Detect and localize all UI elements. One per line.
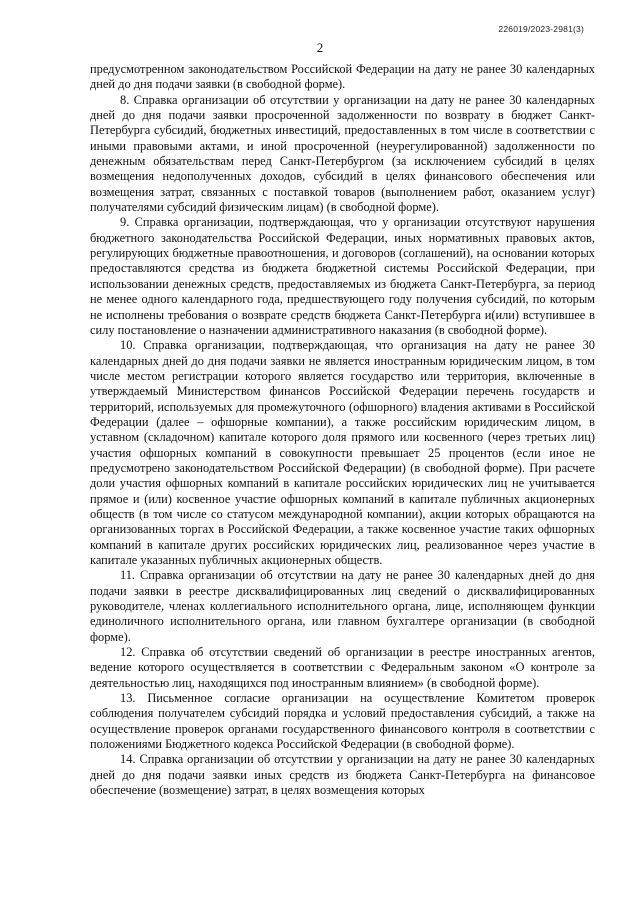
paragraph-continuation: предусмотренном законодательством Российской Федерации на дату не ранее 30 календарных дней до дня подачи заявки (в свободной форме).	[90, 62, 595, 92]
paragraph-item-13: 13. Письменное согласие организации на осуществление Комитетом проверок соблюдения получателем субсидий порядка и условий предоставления субсидий, а также на осуществление проверок органами государственного финансового контроля в соответствии с положениями Бюджетного кодекса Российской Федерации (в свободной форме).	[90, 691, 595, 752]
page-number: 2	[316, 40, 324, 55]
document-body	[90, 62, 595, 799]
paragraph-item-9: 9. Справка организации, подтверждающая, что у организации отсутствуют нарушения бюджетного законодательства Российской Федерации, иных нормативных правовых актов, регулирующих бюджетные правоотношения, и договоров (соглашений), на основании которых предоставляются средства из бюджета бюджетной системы Российской Федерации, при использовании денежных средств, предоставляемых из бюджета Санкт-Петербурга, за период не менее одного календарного года, предшествующего году получения субсидий, по которым не исполнены требования о возврате средств бюджета Санкт-Петербурга и(или) вступившее в силу постановление о назначении административного наказания (в свободной форме).	[90, 215, 595, 337]
paragraph-item-12: 12. Справка об отсутствии сведений об организации в реестре иностранных агентов, ведение которого осуществляется в соответствии с Федеральным законом «О контроле за деятельностью лиц, находящихся под иностранным влиянием» (в свободной форме).	[90, 645, 595, 690]
paragraph-item-10: 10. Справка организации, подтверждающая, что организация на дату не ранее 30 календарных дней до дня подачи заявки не является иностранным юридическим лицом, в том числе местом регистрации которого является государство или территория, включенные в утверждаемый Министерством финансов Российской Федерации перечень государств и территорий, используемых для промежуточного (офшорного) владения активами в Российской Федерации (далее – офшорные компании), а также российским юридическим лицом, в уставном (складочном) капитале которого доля прямого или косвенного (через третьих лиц) участия офшорных компаний в совокупности превышает 25 процентов (если иное не предусмотрено законодательством Российской Федерации) (в свободной форме). При расчете доли участия офшорных компаний в капитале российских юридических лиц не учитывается прямое и (или) косвенное участие офшорных компаний в капитале публичных акционерных обществ (в том числе со статусом международной компании), акции которых обращаются на организованных торгах в Российской Федерации, а также косвенное участие таких офшорных компаний в капитале других российских юридических лиц, реализованное через участие в капитале указанных публичных акционерных обществ.	[90, 338, 595, 567]
paragraph-item-11: 11. Справка организации об отсутствии на дату не ранее 30 календарных дней до дня подачи заявки в реестре дисквалифицированных лиц сведений о дисквалифицированных руководителе, членах коллегиального исполнительного органа, лице, исполняющем функции единоличного исполнительного органа, или главном бухгалтере организации (в свободной форме).	[90, 568, 595, 644]
document-id: 226019/2023-2981(3)	[498, 24, 584, 34]
paragraph-item-14: 14. Справка организации об отсутствии у организации на дату не ранее 30 календарных дней до дня подачи заявки иных средств из бюджета Санкт-Петербурга на финансовое обеспечение (возмещение) затрат, в целях возмещения которых	[90, 752, 595, 798]
paragraph-item-8: 8. Справка организации об отсутствии у организации на дату не ранее 30 календарных дней до дня подачи заявки просроченной задолженности по возврату в бюджет Санкт-Петербурга субсидий, бюджетных инвестиций, предоставленных в том числе в соответствии с иными правовыми актами, и иной просроченной (неурегулированной) задолженности по денежным обязательствам перед Санкт-Петербургом (за исключением субсидий в целях возмещения недополученных доходов, субсидий в целях финансового обеспечения или возмещения затрат, связанных с поставкой товаров (выполнением работ, оказанием услуг) получателями субсидий физическим лицам) (в свободной форме).	[90, 92, 595, 215]
